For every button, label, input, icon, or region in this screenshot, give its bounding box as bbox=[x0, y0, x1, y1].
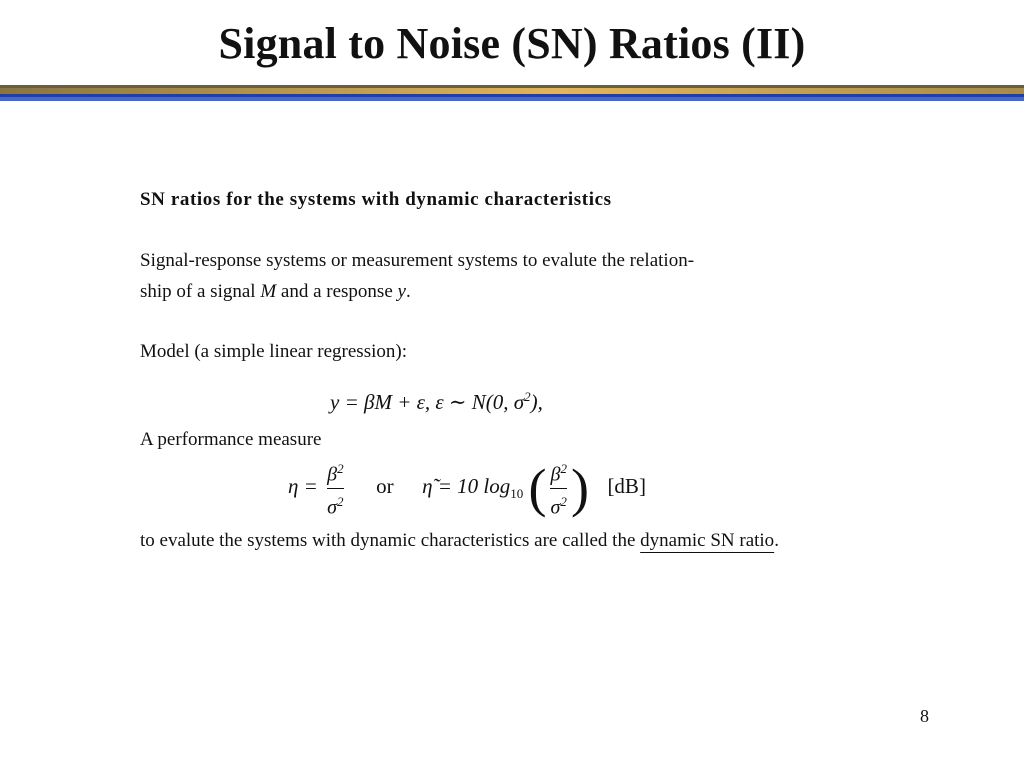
eta-tilde-lhs: η̃ = 10 log bbox=[422, 473, 511, 498]
log-base: 10 bbox=[510, 486, 524, 502]
model-label: Model (a simple linear regression): bbox=[140, 341, 407, 362]
model-equation-close: ), bbox=[530, 390, 543, 414]
title-divider-light-blue bbox=[0, 97, 1024, 101]
page-number: 8 bbox=[920, 706, 929, 726]
fraction-numerator: β bbox=[327, 463, 338, 486]
log-numerator-exponent: 2 bbox=[560, 461, 567, 476]
intro-line-2-end: . bbox=[405, 281, 411, 302]
performance-equation bbox=[288, 457, 646, 519]
log-fraction-denominator: σ bbox=[550, 496, 561, 519]
conclusion-text: to evalute the systems with dynamic characteristics are called the bbox=[140, 530, 636, 551]
intro-line-2-middle: and a response bbox=[280, 281, 393, 302]
intro-line-2-start: ship of a signal bbox=[140, 281, 256, 302]
intro-paragraph bbox=[140, 245, 920, 307]
log-fraction-numerator: β bbox=[550, 463, 561, 486]
log-argument-fraction bbox=[550, 457, 566, 519]
right-paren: ) bbox=[570, 458, 589, 519]
signal-variable: M bbox=[260, 281, 277, 302]
denominator-exponent: 2 bbox=[337, 493, 344, 509]
fraction-denominator: σ bbox=[327, 496, 338, 519]
model-equation bbox=[330, 382, 543, 417]
intro-line-1: Signal-response systems or measurement systems to evalute the relation- bbox=[140, 250, 695, 271]
slide-title: Signal to Noise (SN) Ratios (II) bbox=[218, 19, 806, 68]
log-denominator-exponent: 2 bbox=[560, 493, 567, 509]
conclusion-period: . bbox=[774, 530, 779, 551]
unit-label: [dB] bbox=[607, 473, 646, 498]
model-equation-exponent: 2 bbox=[524, 389, 531, 404]
or-text: or bbox=[376, 473, 394, 498]
conclusion-paragraph bbox=[140, 525, 779, 556]
model-equation-body: y = βM + ε, ε ∼ N(0, σ bbox=[330, 390, 525, 414]
response-variable: y bbox=[397, 281, 406, 302]
slide-body bbox=[140, 186, 920, 367]
left-paren: ( bbox=[528, 458, 547, 519]
performance-label: A performance measure bbox=[140, 429, 322, 450]
eta-lhs: η = bbox=[288, 473, 318, 498]
numerator-exponent: 2 bbox=[337, 461, 344, 476]
section-heading: SN ratios for the systems with dynamic characteristics bbox=[140, 189, 612, 210]
eta-fraction bbox=[327, 457, 343, 519]
dynamic-sn-ratio-term: dynamic SN ratio bbox=[640, 530, 775, 551]
